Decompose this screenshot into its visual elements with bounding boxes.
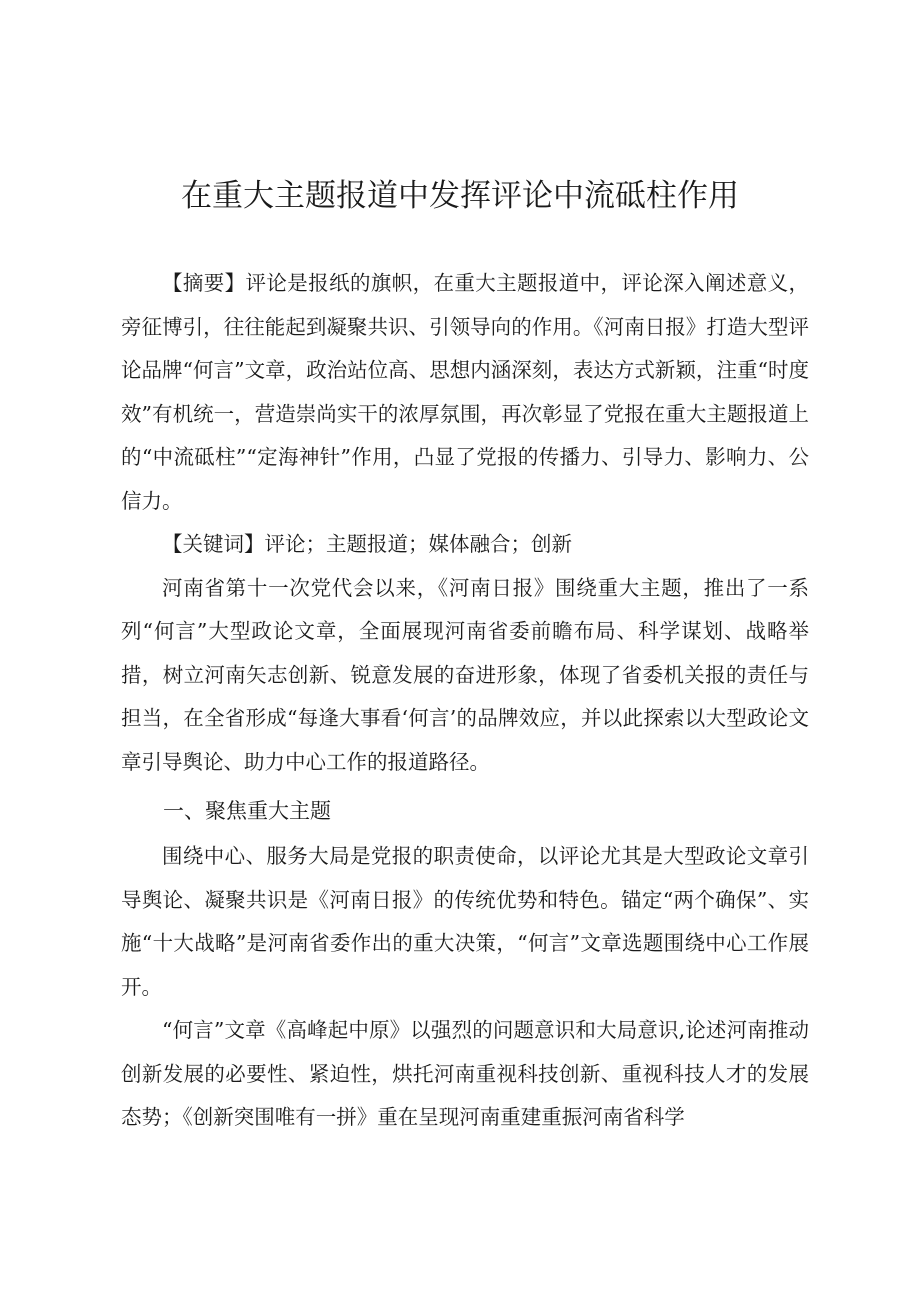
abstract-paragraph: 【摘要】评论是报纸的旗帜，在重大主题报道中，评论深入阐述意义，旁征博引，往往能起到凝聚共识、引领导向的作用。《河南日报》打造大型评论品牌“何言”文章，政治站位高、思想内涵深刻，表达方式新颖，注重“时度效”有机统一，营造崇尚实干的浓厚氛围，再次彰显了党报在重大主题报道上的“中流砥柱”“定海神针”作用，凸显了党报的传播力、引导力、影响力、公信力。	[121, 271, 809, 513]
section-heading: 一、聚焦重大主题	[163, 799, 331, 823]
document-body	[121, 262, 809, 1140]
section-paragraph-2: “何言”文章《高峰起中原》以强烈的问题意识和大局意识,论述河南推动创新发展的必要性、紧迫性，烘托河南重视科技创新、重视科技人才的发展态势；《创新突围唯有一拼》重在呈现河南重建重振河南省科学	[121, 1018, 809, 1129]
section-paragraph-1: 围绕中心、服务大局是党报的职责使命，以评论尤其是大型政论文章引导舆论、凝聚共识是《河南日报》的传统优势和特色。锚定“两个确保”、实施“十大战略”是河南省委作出的重大决策，“何言”文章选题围绕中心工作展开。	[121, 844, 809, 999]
keywords-paragraph: 【关键词】评论；主题报道；媒体融合；创新	[162, 532, 572, 556]
document-title: 在重大主题报道中发挥评论中流砥柱作用	[181, 178, 739, 214]
intro-paragraph: 河南省第十一次党代会以来，《河南日报》围绕重大主题，推出了一系列“何言”大型政论文章，全面展现河南省委前瞻布局、科学谋划、战略举措，树立河南矢志创新、锐意发展的奋进形象，体现了省委机关报的责任与担当，在全省形成“每逢大事看‘何言’的品牌效应，并以此探索以大型政论文章引导舆论、助力中心工作的报道路径。	[121, 575, 809, 774]
